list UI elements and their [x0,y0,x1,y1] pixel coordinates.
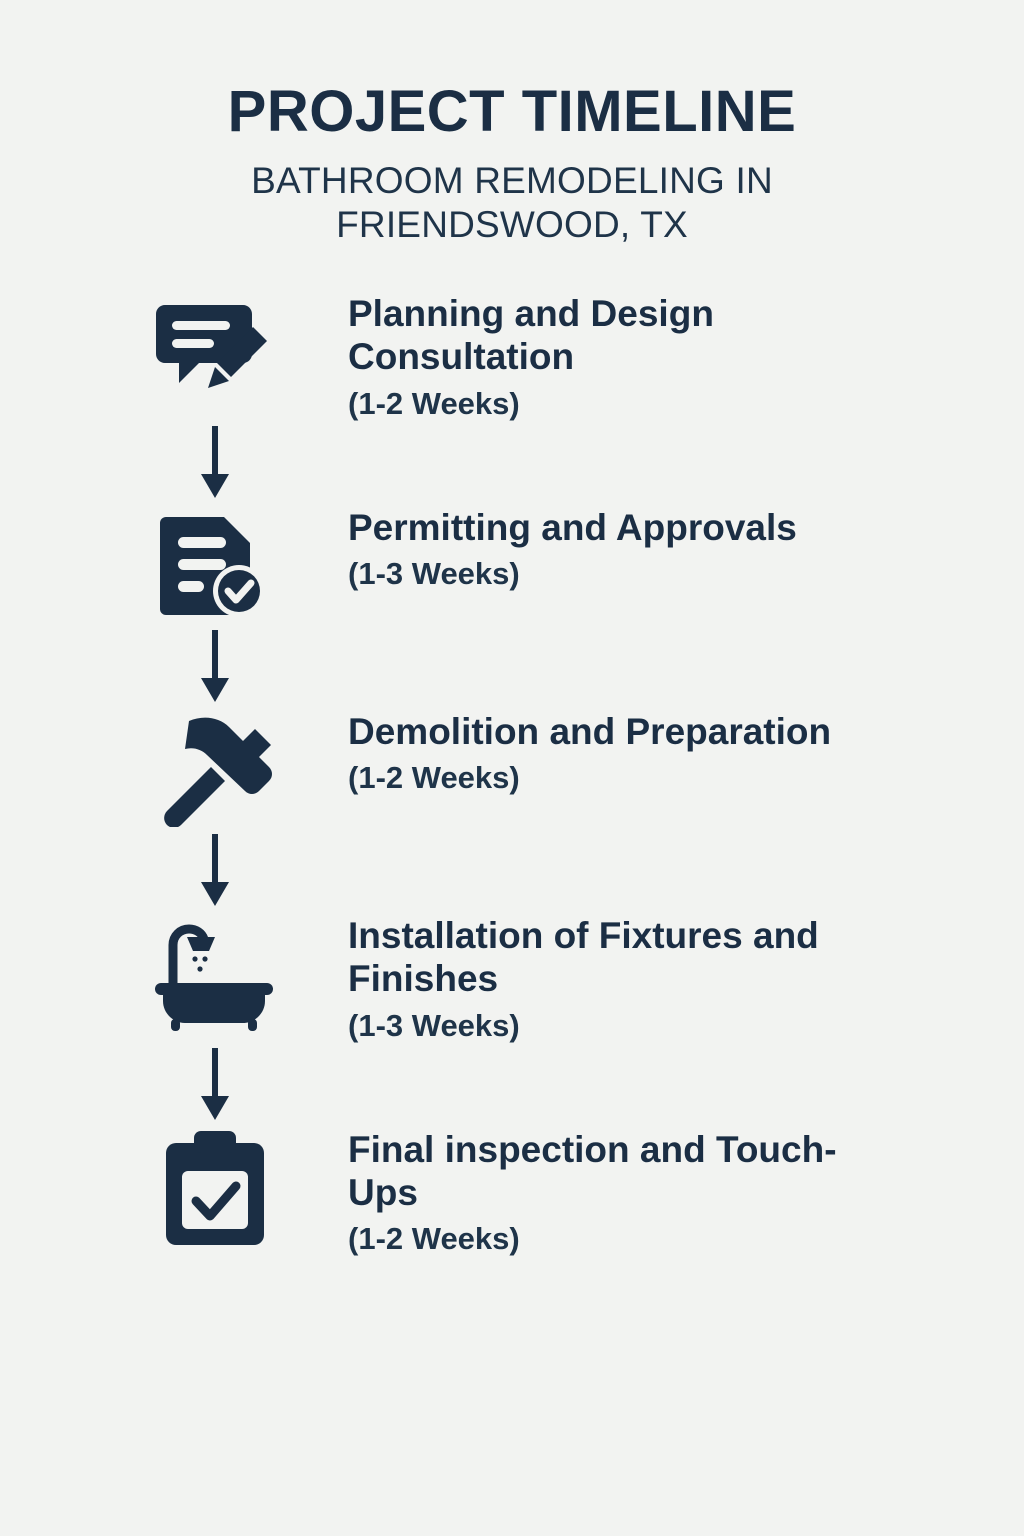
step-icon-column [140,1126,290,1248]
step-text-column [290,912,868,1044]
arrow-down-icon [198,630,232,704]
timeline-step [0,708,1024,830]
arrow-down-icon [198,834,232,908]
step-text-column [290,290,868,422]
step-text-column [290,1126,868,1258]
step-icon-column [140,504,290,626]
timeline-list [0,290,1024,1257]
step-text-column [290,708,831,796]
hammer-icon [153,712,277,830]
step-title: Planning and Design Consultation [348,293,714,378]
step-title: Final inspection and Touch-Ups [348,1128,837,1213]
step-icon-column [140,290,290,412]
step-title: Demolition and Preparation [348,710,832,752]
step-duration: (1-2 Weeks) [348,385,520,421]
step-text-column [290,504,797,592]
permit-document-check-icon [153,508,277,626]
arrow-column [140,830,290,912]
page-title: PROJECT TIMELINE [227,79,797,144]
step-connector [0,830,1024,912]
design-document-pencil-icon [153,294,277,412]
step-connector [0,1044,1024,1126]
bathtub-shower-icon [153,916,277,1034]
step-connector [0,626,1024,708]
timeline-step [0,1126,1024,1258]
header [0,0,1024,246]
timeline-step [0,504,1024,626]
timeline-step [0,290,1024,422]
page-subtitle: BATHROOM REMODELING IN FRIENDSWOOD, TX [251,159,773,245]
step-duration: (1-2 Weeks) [348,760,520,796]
step-title: Installation of Fixtures and Finishes [348,914,819,1000]
arrow-column [140,626,290,708]
step-title: Permitting and Approvals [348,506,797,548]
step-duration: (1-2 Weeks) [348,1221,520,1257]
step-duration: (1-3 Weeks) [348,556,520,592]
arrow-column [140,422,290,504]
step-connector [0,422,1024,504]
step-icon-column [140,912,290,1034]
step-icon-column [140,708,290,830]
arrow-down-icon [198,426,232,500]
timeline-step [0,912,1024,1044]
step-duration: (1-3 Weeks) [348,1007,520,1043]
clipboard-check-icon [153,1130,277,1248]
arrow-column [140,1044,290,1126]
arrow-down-icon [198,1048,232,1122]
